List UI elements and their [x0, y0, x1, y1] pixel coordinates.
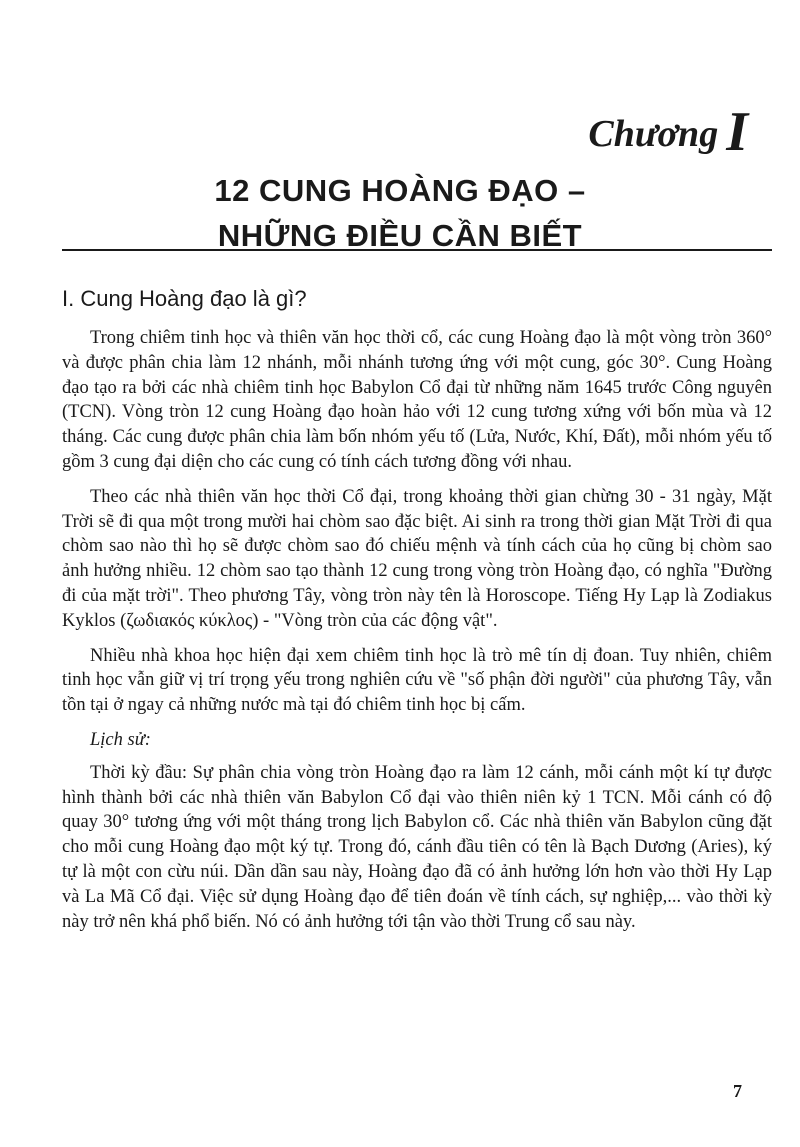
history-subheading: Lịch sử:	[90, 729, 151, 750]
chapter-title	[0, 168, 800, 258]
chapter-numeral: I	[726, 101, 748, 163]
page-number: 7	[733, 1081, 742, 1101]
paragraph: Trong chiêm tinh học và thiên văn học thời cổ, các cung Hoàng đạo là một vòng tròn 360° và được phân chia làm 12 nhánh, mỗi nhánh tương ứng với một cung, góc 30°. Cung Hoàng đạo tạo ra bởi các nhà chiêm tinh học Babylon Cổ đại từ những năm 1645 trước Công nguyên (TCN). Vòng tròn 12 cung Hoàng đạo hoàn hảo với 12 cung tương xứng với bốn mùa và 12 tháng. Các cung được phân chia làm bốn nhóm yếu tố (Lửa, Nước, Khí, Đất), mỗi nhóm yếu tố gồm 3 cung đại diện cho các cung có tính cách tương đồng với nhau.	[62, 328, 772, 472]
history-paragraph: Thời kỳ đầu: Sự phân chia vòng tròn Hoàng đạo ra làm 12 cánh, mỗi cánh một kí tự được hình thành bởi các nhà thiên văn Babylon Cổ đại vào thiên niên kỷ 1 TCN. Mỗi cánh có độ quay 30° tương ứng với một tháng trong lịch Babylon cổ. Các nhà thiên văn Babylon cũng đặt cho mỗi cung Hoàng đạo một ký tự. Trong đó, cánh đầu tiên có tên là Bạch Dương (Aries), ký tự là một con cừu núi. Dần dần sau này, Hoàng đạo đã có ảnh hưởng lớn hơn vào thời Hy Lạp và La Mã Cổ đại. Việc sử dụng Hoàng đạo để tiên đoán về tính cách, sự nghiệp,... vào thời kỳ này trở nên khá phổ biến. Nó có ảnh hưởng tới tận vào thời Trung cổ sau này.	[62, 762, 772, 932]
body-text	[62, 326, 772, 944]
paragraph: Nhiều nhà khoa học hiện đại xem chiêm tinh học là trò mê tín dị đoan. Tuy nhiên, chiêm tinh học vẫn giữ vị trí trọng yếu trong nghiên cứu về "số phận đời người" của phương Tây, vẫn tồn tại ở ngay cả những nước mà tại đó chiêm tinh học bị cấm.	[62, 645, 772, 716]
paragraph: Theo các nhà thiên văn học thời Cổ đại, trong khoảng thời gian chừng 30 - 31 ngày, Mặt Trời sẽ đi qua một trong mười hai chòm sao đặc biệt. Ai sinh ra trong thời gian Mặt Trời đi qua chòm sao nào thì họ sẽ được chòm sao đó chiếu mệnh và tính cách của họ cũng bị chòm sao ảnh hưởng nhiều. 12 chòm sao tạo thành 12 cung trong vòng tròn Hoàng đạo, có nghĩa "Đường đi của mặt trời". Theo phương Tây, vòng tròn này tên là Horoscope. Tiếng Hy Lạp là Zodiakus Kyklos (ζωδιακός κύκλος) - "Vòng tròn của các động vật".	[62, 486, 772, 631]
chapter-title-line-2: NHỮNG ĐIỀU CẦN BIẾT	[217, 218, 583, 253]
title-divider	[62, 249, 772, 251]
chapter-word: Chương	[588, 113, 719, 155]
chapter-title-line-1: 12 CUNG HOÀNG ĐẠO –	[214, 173, 586, 208]
section-heading: I. Cung Hoàng đạo là gì?	[62, 286, 307, 311]
chapter-label	[588, 101, 748, 163]
